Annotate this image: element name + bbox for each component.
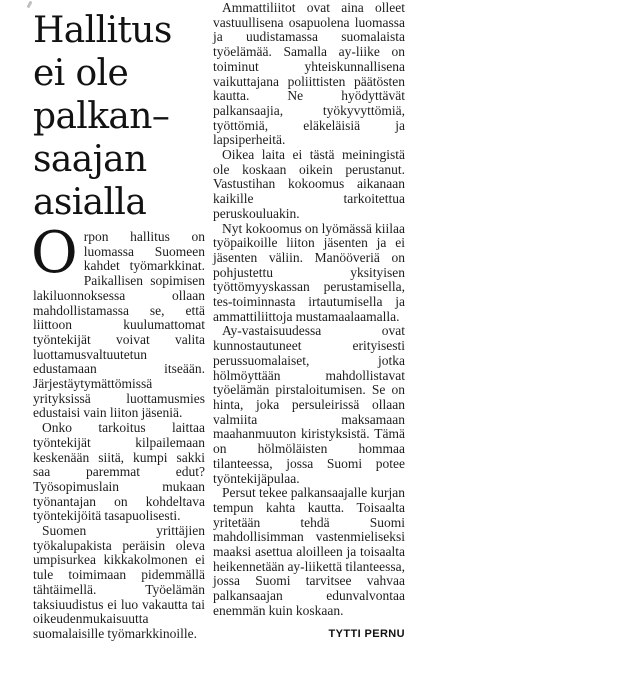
paragraph: Nyt kokoomus on lyömässä kiilaa työpaikoille liiton jäsenten ja ei jäsenten väliin. Manööveriä on pohjustettu yksityisen työttömyyskassan perustamisella, tes-toiminnasta irtautumisella ja ammattiliittoja mustamaalaamalla. (213, 220, 405, 324)
paragraph-lead (31, 220, 205, 421)
headline-line: ei ole (33, 53, 129, 94)
left-column (33, 9, 205, 642)
right-column (213, 1, 405, 640)
headline-line: palkan– (33, 96, 170, 137)
paragraph: Persut tekee palkansaajalle kurjan tempun kahta kautta. Toisaalta yritetään tehdä Suomi mahdollisimman vastenmieliseksi maaksi asettua aloilleen ja toisaalta heikennetään ay-liikettä tilanteessa, jossa Suomi tarvitsee vahvaa palkansaajan edunvalvontaa enemmän kuin koskaan. (213, 485, 405, 618)
right-column-body (213, 1, 405, 619)
left-column-body (31, 220, 205, 642)
paragraph: Oikea laita ei tästä meiningistä ole koskaan oikein perustanut. Vastustihan kokoomus aikanaan kaikille tarkoitettua peruskouluakin. (213, 147, 405, 221)
paragraph: Suomen yrittäjien työkalupakista peräisin oleva umpisurkea kikkakolmonen ei tule toimimaan pidemmällä tähtäimellä. Työelämän taksiuudistus ei luo vakautta tai oikeudenmukaisuutta suomalaisille työmarkkinoille. (33, 523, 205, 641)
headline-line: asialla (33, 182, 147, 223)
scan-artifact (27, 1, 33, 9)
drop-cap: O (31, 220, 78, 286)
paragraph-lead-text: rpon hallitus on luomassa Suomeen kahdet työmarkkinat. Paikallisen sopimisen lakiluonnoksessa ollaan mahdollistamassa se, että liittoon kuulumattomat työntekijät voivat valita luottamusvaltuutetun edustamaan itseään. Järjestäytymättömissä yrityksissä luottamusmies edustaisi vain liiton jäseniä. (33, 229, 205, 421)
paragraph: Ammattiliitot ovat aina olleet vastuullisena osapuolena luomassa ja uudistamassa suomalaista työelämää. Samalla ay-liike on toiminut yhteiskunnallisena vaikuttajana poliittisten päätösten kautta. Ne hyödyttävät palkansaajia, työkyvyttömiä, työttömiä, eläkeläisiä ja lapsiperheitä. (213, 0, 405, 148)
article-headline (33, 9, 205, 224)
headline-line: saajan (33, 139, 147, 180)
paragraph: Onko tarkoitus laittaa työntekijät kilpailemaan keskenään siitä, kumpi sakki saa paremmat edut? Työsopimuslain mukaan työnantajan on kohdeltava työntekijöitä tasapuolisesti. (33, 420, 205, 524)
byline: TYTTI PERNU (328, 627, 405, 640)
paragraph: Ay-vastaisuudessa ovat kunnostautuneet erityisesti perussuomalaiset, jotka hölmöyttään mahdollistavat työelämän pirstaloitumisen. Se on hinta, joka persuleirissä ollaan valmiita maksamaan maahanmuuton kiristyksistä. Tämä on hölmöläisten hommaa tilanteessa, jossa Suomi potee työntekijäpulaa. (213, 323, 405, 486)
headline-line: Hallitus (33, 10, 172, 51)
